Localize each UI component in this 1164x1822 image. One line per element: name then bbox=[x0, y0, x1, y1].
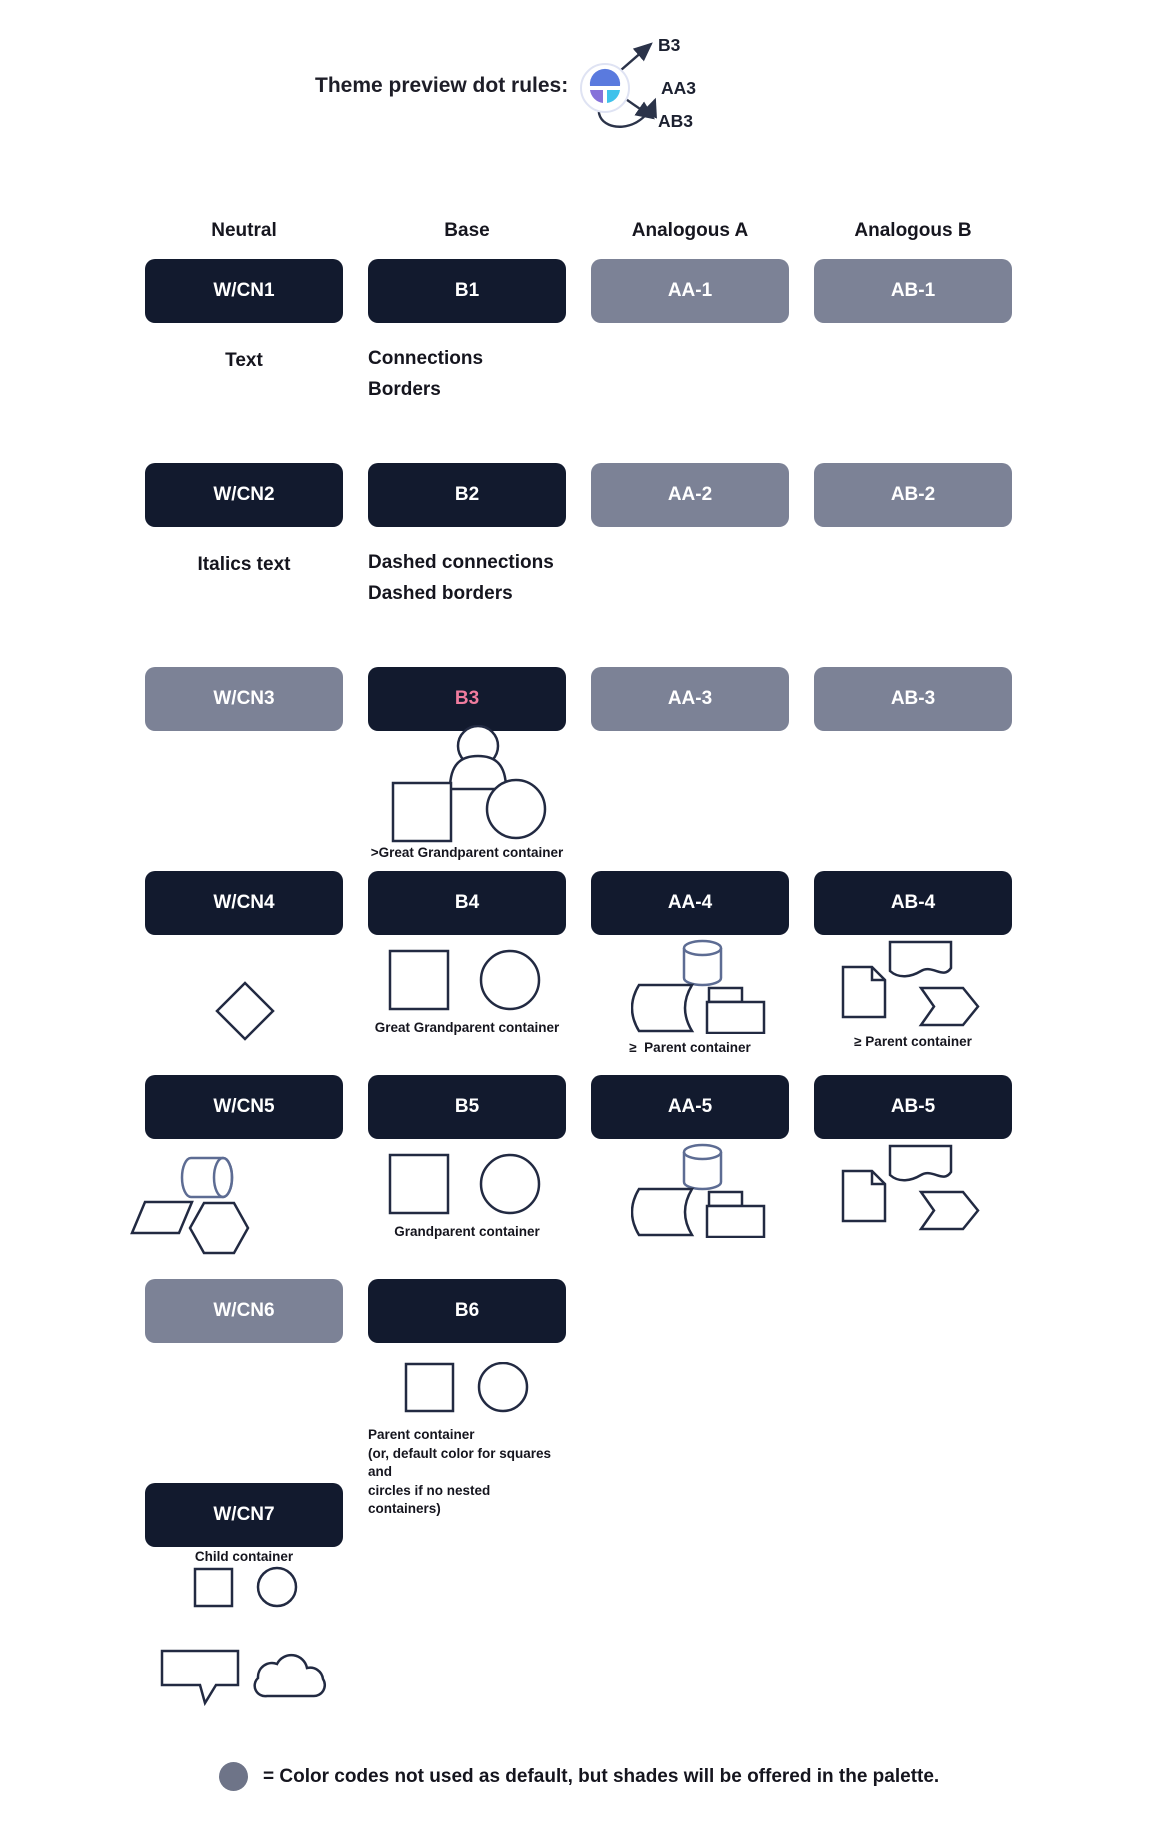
document-icon bbox=[843, 967, 885, 1017]
palette-cell bbox=[591, 871, 789, 1055]
column-headers bbox=[145, 220, 1012, 242]
document-icon bbox=[843, 1171, 885, 1221]
palette-cell bbox=[814, 871, 1012, 1055]
torn-document-icon bbox=[890, 1146, 951, 1180]
palette-cell bbox=[145, 1075, 343, 1257]
swatch-label: AB-4 bbox=[890, 892, 936, 913]
palette-row-7 bbox=[145, 1483, 1012, 1707]
swatch-ab1 bbox=[814, 259, 1012, 323]
swatch-ab4 bbox=[814, 871, 1012, 935]
swatch-label: AA-3 bbox=[667, 688, 713, 709]
swatch-b2 bbox=[368, 463, 566, 527]
swatch-wcn2 bbox=[145, 463, 343, 527]
folder-tab-icon bbox=[709, 988, 742, 1002]
swatch-wcn6 bbox=[145, 1279, 343, 1343]
palette-cell bbox=[591, 667, 789, 860]
palette-cell bbox=[814, 667, 1012, 860]
swatch-label: AA-1 bbox=[667, 280, 713, 301]
cylinder-storeddata-folder-icon bbox=[631, 1142, 771, 1238]
swatch-note: Text bbox=[225, 350, 263, 371]
swatch-label: B3 bbox=[454, 688, 480, 709]
tabbed-folder-icon bbox=[707, 1002, 764, 1033]
circle-icon bbox=[481, 951, 539, 1009]
document-torn-chevron-icon bbox=[839, 1144, 989, 1232]
palette-row-1 bbox=[145, 259, 1012, 405]
cylinder-parallelogram-hexagon-icon bbox=[125, 1155, 260, 1257]
page-title: Theme preview dot rules: bbox=[315, 74, 569, 97]
speech-bubble-icon bbox=[162, 1651, 238, 1703]
shape-caption: >Great Grandparent container bbox=[370, 845, 564, 860]
tabbed-folder-icon bbox=[707, 1206, 764, 1237]
palette-cell bbox=[814, 463, 1012, 609]
square-icon bbox=[390, 1155, 448, 1213]
palette-cell bbox=[368, 463, 566, 609]
palette-cell bbox=[591, 463, 789, 609]
circle-icon bbox=[487, 780, 545, 838]
palette-row-5 bbox=[145, 1075, 1012, 1257]
palette-cell bbox=[814, 1075, 1012, 1257]
swatch-label: B5 bbox=[454, 1096, 480, 1117]
square-circle-icon bbox=[190, 1565, 330, 1611]
swatch-wcn1 bbox=[145, 259, 343, 323]
column-header-base: Base bbox=[444, 220, 490, 241]
column-header-analogous-b: Analogous B bbox=[854, 220, 972, 241]
palette-cell bbox=[814, 259, 1012, 405]
palette-cell bbox=[145, 463, 343, 609]
swatch-note: Connections Borders bbox=[368, 348, 484, 400]
column-header-neutral: Neutral bbox=[211, 220, 277, 241]
swatch-aa2 bbox=[591, 463, 789, 527]
swatch-label: W/CN4 bbox=[213, 892, 275, 913]
swatch-b5 bbox=[368, 1075, 566, 1139]
swatch-label: W/CN2 bbox=[213, 484, 275, 505]
theme-preview-dot-icon bbox=[563, 14, 723, 152]
palette-cell bbox=[145, 259, 343, 405]
swatch-aa4 bbox=[591, 871, 789, 935]
swatch-label: B1 bbox=[454, 280, 480, 301]
circle-icon bbox=[258, 1568, 296, 1606]
square-circle-icon bbox=[388, 948, 558, 1014]
cylinder-storeddata-folder-icon bbox=[631, 938, 771, 1034]
swatch-ab5 bbox=[814, 1075, 1012, 1139]
cloud-icon bbox=[255, 1655, 325, 1696]
swatch-label: AB-2 bbox=[890, 484, 936, 505]
palette-cell bbox=[368, 871, 566, 1055]
torn-document-icon bbox=[890, 942, 951, 976]
diamond-icon bbox=[215, 981, 275, 1041]
parallelogram-icon bbox=[132, 1202, 192, 1233]
swatch-wcn7 bbox=[145, 1483, 343, 1547]
palette-cell bbox=[591, 259, 789, 405]
column-header-analogous-a: Analogous A bbox=[631, 220, 749, 241]
palette-row-4 bbox=[145, 871, 1012, 1055]
horizontal-cylinder-icon bbox=[182, 1158, 232, 1197]
swatch-aa5 bbox=[591, 1075, 789, 1139]
swatch-wcn4 bbox=[145, 871, 343, 935]
document-torn-chevron-icon bbox=[839, 940, 989, 1028]
square-icon bbox=[393, 783, 451, 841]
swatch-b1 bbox=[368, 259, 566, 323]
swatch-aa3 bbox=[591, 667, 789, 731]
square-circle-icon bbox=[404, 1362, 574, 1418]
legend-text: = Color codes not used as default, but shades will be offered in the palette. bbox=[263, 1765, 940, 1787]
palette-cell bbox=[368, 259, 566, 405]
chevron-arrow-icon bbox=[921, 1192, 978, 1229]
swatch-label: B4 bbox=[454, 892, 480, 913]
palette-cell bbox=[368, 1075, 566, 1257]
stored-data-icon bbox=[632, 1189, 692, 1235]
swatch-wcn5 bbox=[145, 1075, 343, 1139]
palette-cell bbox=[145, 667, 343, 860]
shape-caption: ≥ Parent container bbox=[629, 1040, 751, 1055]
swatch-label: AA-2 bbox=[667, 484, 713, 505]
folder-tab-icon bbox=[709, 1192, 742, 1206]
swatch-ab2 bbox=[814, 463, 1012, 527]
palette-row-2 bbox=[145, 463, 1012, 609]
circle-icon bbox=[479, 1363, 527, 1411]
swatch-label: AA-4 bbox=[667, 892, 713, 913]
palette-cell bbox=[368, 667, 566, 860]
swatch-label: B2 bbox=[454, 484, 480, 505]
dot-label-ab3: AB3 bbox=[658, 111, 694, 131]
palette-row-3 bbox=[145, 667, 1012, 860]
chevron-arrow-icon bbox=[921, 988, 978, 1025]
shape-caption: Grandparent container bbox=[394, 1224, 540, 1239]
legend-dot-icon bbox=[219, 1762, 248, 1791]
stored-data-icon bbox=[632, 985, 692, 1031]
palette-cell bbox=[145, 871, 343, 1055]
palette-cell bbox=[591, 1075, 789, 1257]
shape-caption: Parent container (or, default color for squares and circles if no nested containers) bbox=[368, 1427, 552, 1516]
swatch-label: AB-3 bbox=[890, 688, 936, 709]
swatch-b3 bbox=[368, 667, 566, 731]
swatch-b4 bbox=[368, 871, 566, 935]
palette-cell bbox=[145, 1483, 343, 1707]
swatch-label: AB-1 bbox=[890, 280, 936, 301]
swatch-label: W/CN3 bbox=[213, 688, 275, 709]
swatch-label: W/CN6 bbox=[213, 1300, 275, 1321]
shape-caption: Child container bbox=[194, 1549, 294, 1564]
square-circle-icon bbox=[388, 1152, 558, 1218]
square-icon bbox=[406, 1364, 453, 1411]
swatch-note: Dashed connections Dashed borders bbox=[368, 552, 554, 604]
swatch-label: W/CN7 bbox=[213, 1504, 275, 1525]
pie-dot-icon bbox=[581, 64, 629, 112]
legend bbox=[219, 1762, 939, 1791]
person-square-circle-icon bbox=[388, 725, 558, 843]
swatch-wcn3 bbox=[145, 667, 343, 731]
shape-caption: Great Grandparent container bbox=[374, 1020, 560, 1035]
hexagon-icon bbox=[190, 1203, 248, 1253]
square-icon bbox=[390, 951, 448, 1009]
circle-icon bbox=[481, 1155, 539, 1213]
swatch-aa1 bbox=[591, 259, 789, 323]
swatch-label: AB-5 bbox=[890, 1096, 936, 1117]
speech-cloud-icon bbox=[155, 1641, 335, 1707]
swatch-b6 bbox=[368, 1279, 566, 1343]
dot-label-aa3: AA3 bbox=[661, 78, 697, 98]
swatch-note: Italics text bbox=[197, 554, 291, 575]
dot-label-b3: B3 bbox=[658, 35, 681, 55]
swatch-label: W/CN1 bbox=[213, 280, 275, 301]
swatch-label: W/CN5 bbox=[213, 1096, 275, 1117]
shape-caption: ≥ Parent container bbox=[854, 1034, 972, 1049]
swatch-ab3 bbox=[814, 667, 1012, 731]
square-icon bbox=[195, 1569, 232, 1606]
swatch-label: B6 bbox=[454, 1300, 480, 1321]
swatch-label: AA-5 bbox=[667, 1096, 713, 1117]
